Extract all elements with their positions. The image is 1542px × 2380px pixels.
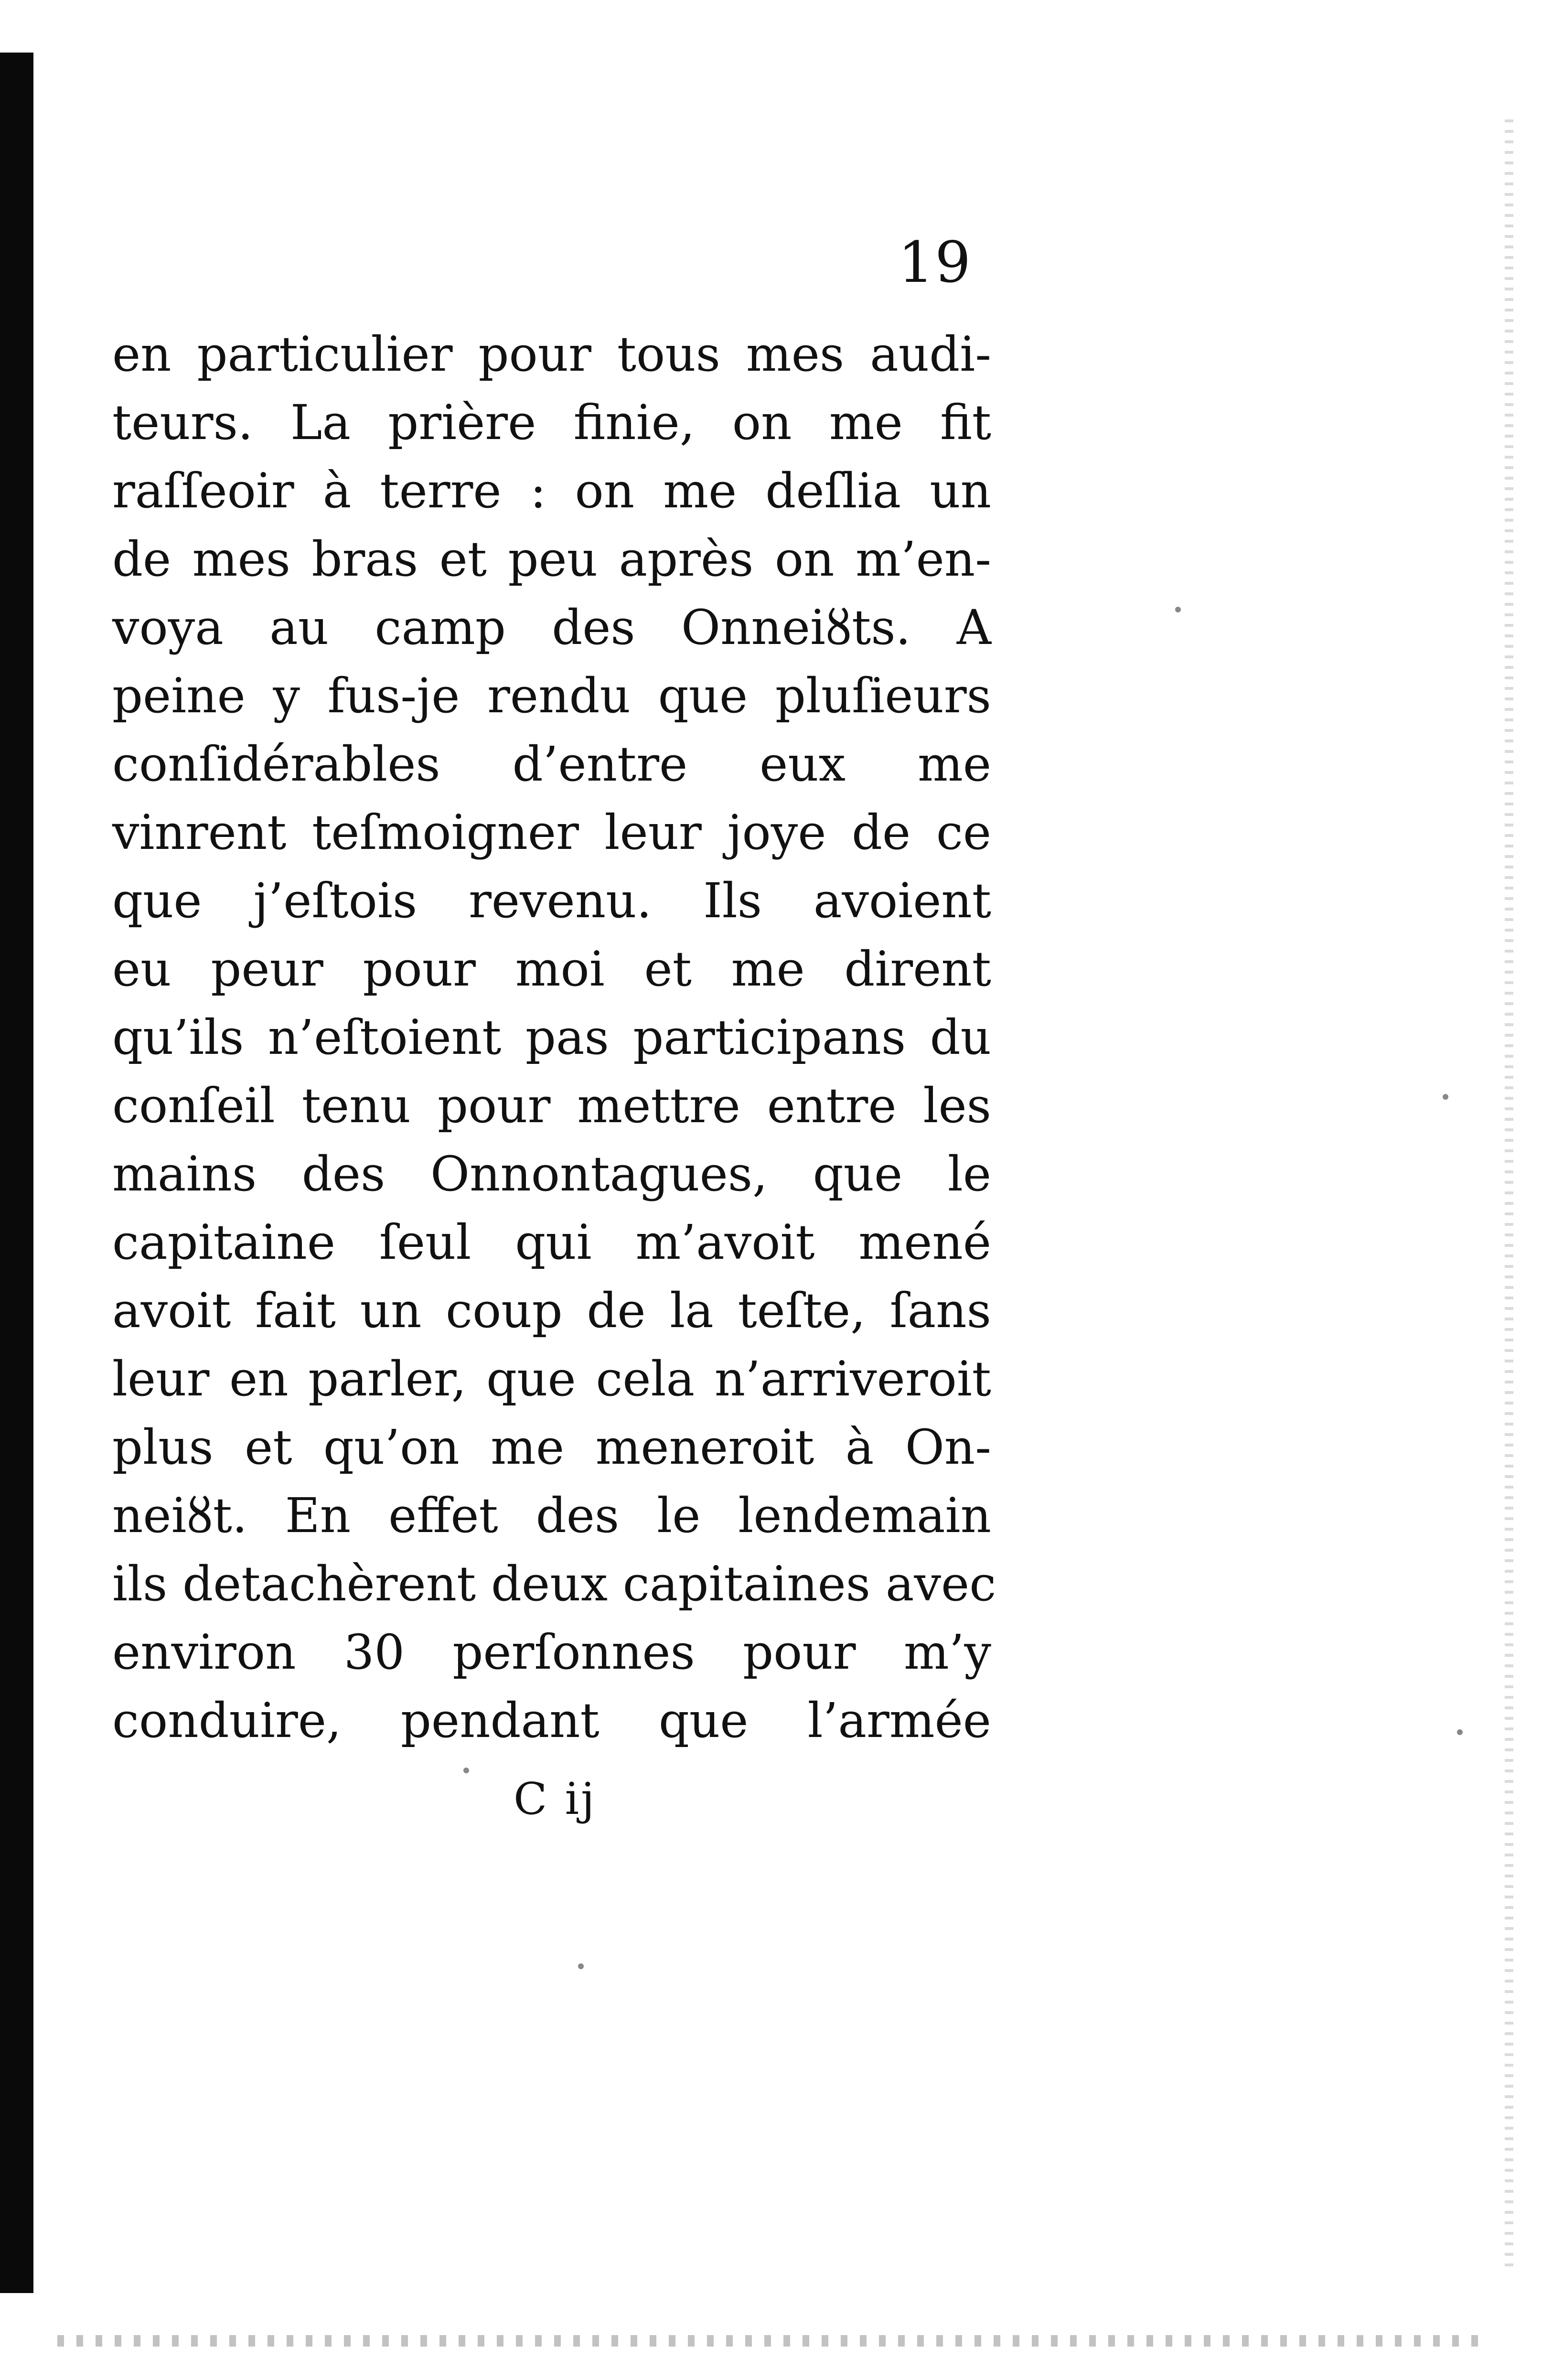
text-line: conduire, pendant que l’armée [112,1693,991,1748]
text-line: plus et qu’on me meneroit à On- [112,1419,991,1475]
text-line: peine y fus-je rendu que pluſieurs [112,668,991,724]
text-line: conſeil tenu pour mettre entre les [112,1078,991,1134]
page-edge-bottom [57,2335,1481,2347]
text-line: avoit fait un coup de la teſte, ſans [112,1283,991,1339]
ink-speck [1457,1729,1463,1735]
text-line: conſidérables d’entre eux me [112,736,991,792]
ink-speck [578,1963,584,1969]
text-line: teurs. La prière finie, on me fit [112,395,991,450]
text-line: capitaine ſeul qui m’avoit mené [112,1214,991,1270]
ink-speck [463,1768,469,1773]
ink-speck [1175,607,1181,612]
text-line: eu peur pour moi et me dirent [112,941,991,997]
text-line: de mes bras et peu après on m’en- [112,531,991,587]
signature-mark: C ij [514,1773,597,1824]
text-line: environ 30 perſonnes pour m’y [112,1624,991,1680]
page-edge-right [1505,119,1513,2269]
text-line: leur en parler, que cela n’arriveroit [112,1351,991,1407]
body-text [112,320,996,1755]
binding-shadow [0,53,33,2293]
text-line: ils detachèrent deux capitaines avec [112,1556,996,1612]
page-number: 19 [898,229,972,295]
text-line: neiȣt. En effet des le lendemain [112,1488,991,1544]
text-line: mains des Onnontagues, que le [112,1146,991,1202]
text-line: qu’ils n’eſtoient pas participans du [112,1009,991,1065]
text-line: raſſeoir à terre : on me deſlia un [112,463,991,519]
ink-speck [1443,1094,1448,1100]
text-line: en particulier pour tous mes audi- [112,326,991,382]
text-line: que j’eſtois revenu. Ils avoient [112,873,991,929]
text-line: voya au camp des Onneiȣts. A [112,600,991,655]
text-line: vinrent teſmoigner leur joye de ce [112,804,991,860]
